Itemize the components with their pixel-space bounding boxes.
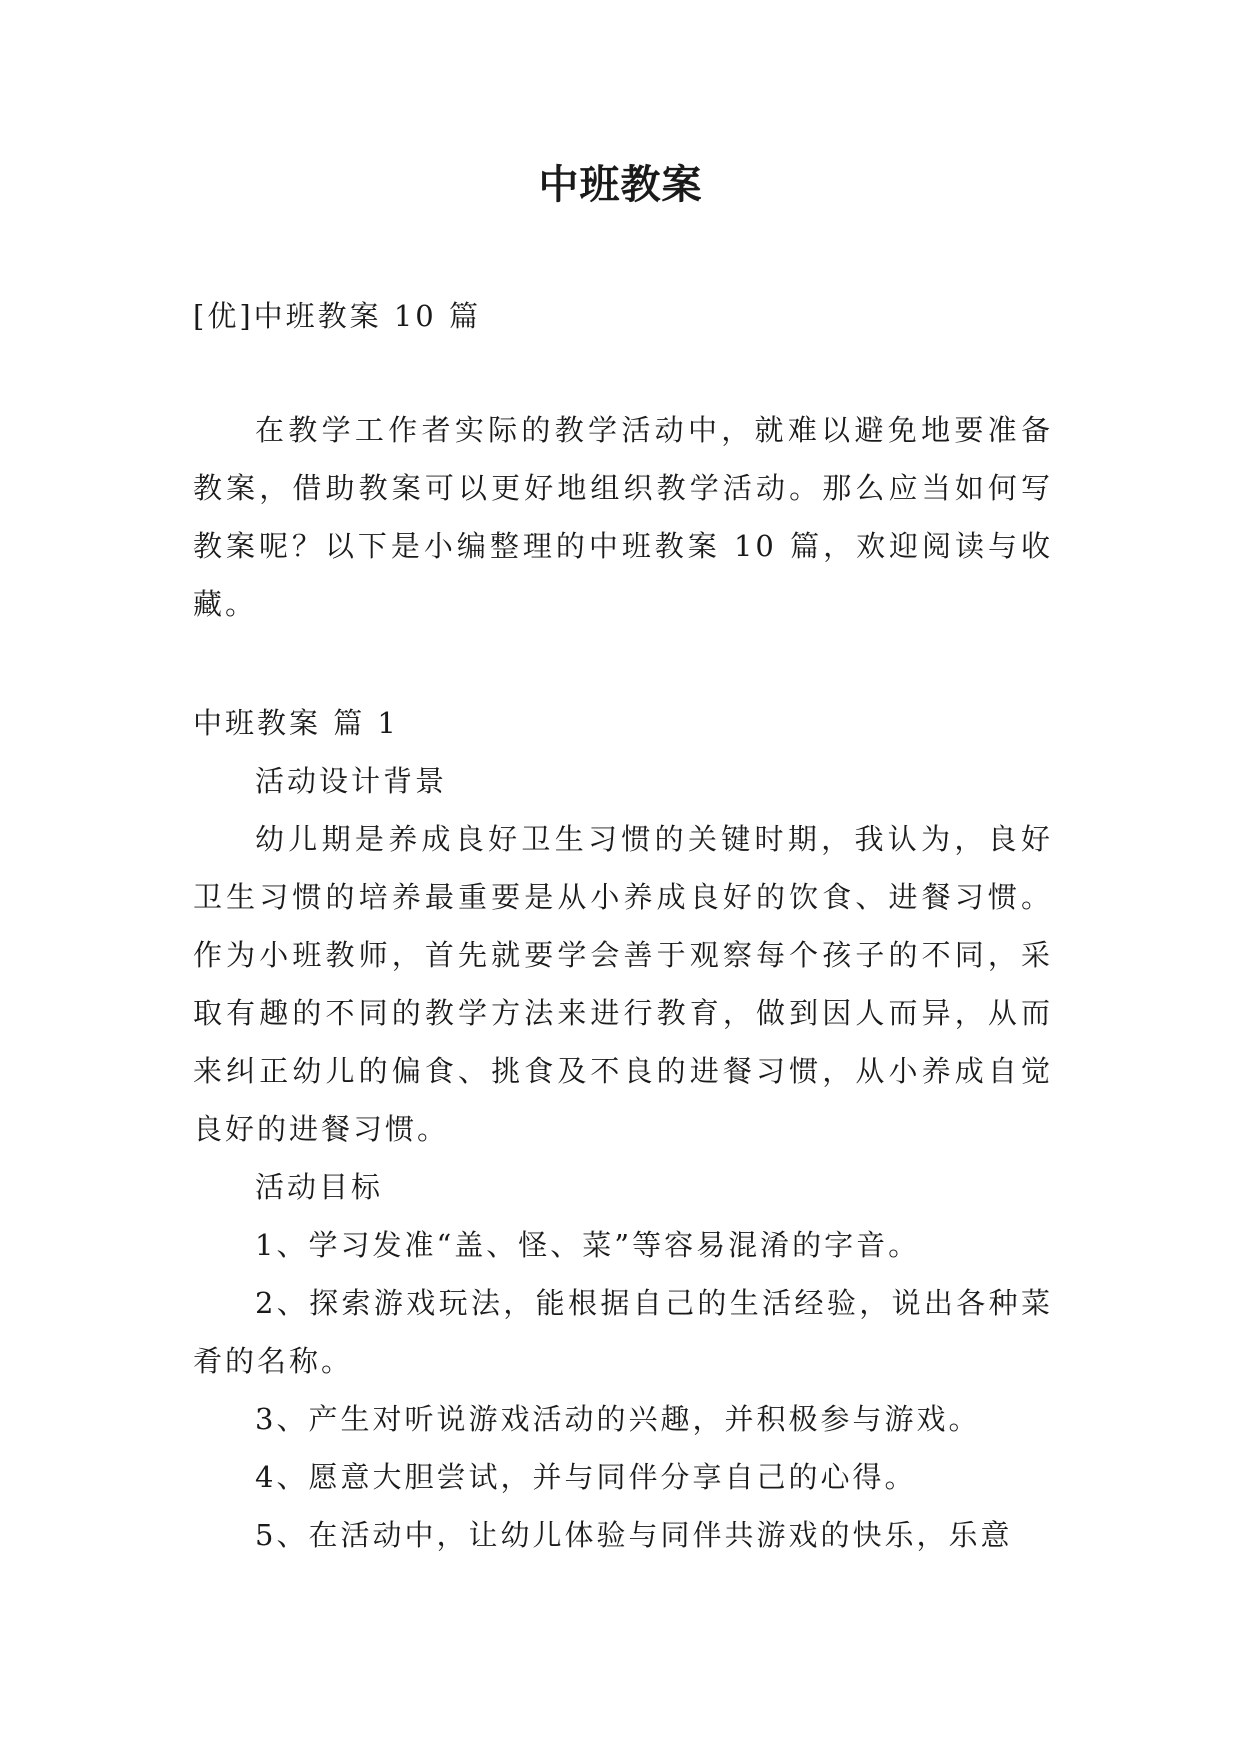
goal-item: 4、愿意大胆尝试，并与同伴分享自己的心得。 <box>255 1460 917 1494</box>
design-background-paragraph: 幼儿期是养成良好卫生习惯的关键时期，我认为，良好卫生习惯的培养最重要是从小养成良好的饮食、进餐习惯。作为小班教师，首先就要学会善于观察每个孩子的不同，采取有趣的不同的教学方法来进行教育，做到因人而异，从而来纠正幼儿的偏食、挑食及不良的进餐习惯，从小养成自觉良好的进餐习惯。 <box>193 822 1053 1146</box>
goal-item: 3、产生对听说游戏活动的兴趣，并积极参与游戏。 <box>255 1402 981 1436</box>
goal-item: 2、探索游戏玩法，能根据自己的生活经验，说出各种菜肴的名称。 <box>193 1286 1053 1378</box>
goal-item: 5、在活动中，让幼儿体验与同伴共游戏的快乐，乐意 <box>255 1518 1013 1552</box>
goal-item: 1、学习发准“盖、怪、菜”等容易混淆的字音。 <box>255 1228 921 1262</box>
document-title: 中班教案 <box>538 162 703 208</box>
section-1 <box>193 694 1053 1564</box>
intro-paragraph: 在教学工作者实际的教学活动中，就难以避免地要准备教案，借助教案可以更好地组织教学活动。那么应当如何写教案呢？以下是小编整理的中班教案 10 篇，欢迎阅读与收藏。 <box>193 413 1053 621</box>
goals-heading: 活动目标 <box>255 1170 384 1204</box>
design-background-heading: 活动设计背景 <box>255 764 448 798</box>
section-heading: 中班教案 篇 1 <box>193 706 399 740</box>
document-subtitle: [优]中班教案 10 篇 <box>193 299 481 333</box>
